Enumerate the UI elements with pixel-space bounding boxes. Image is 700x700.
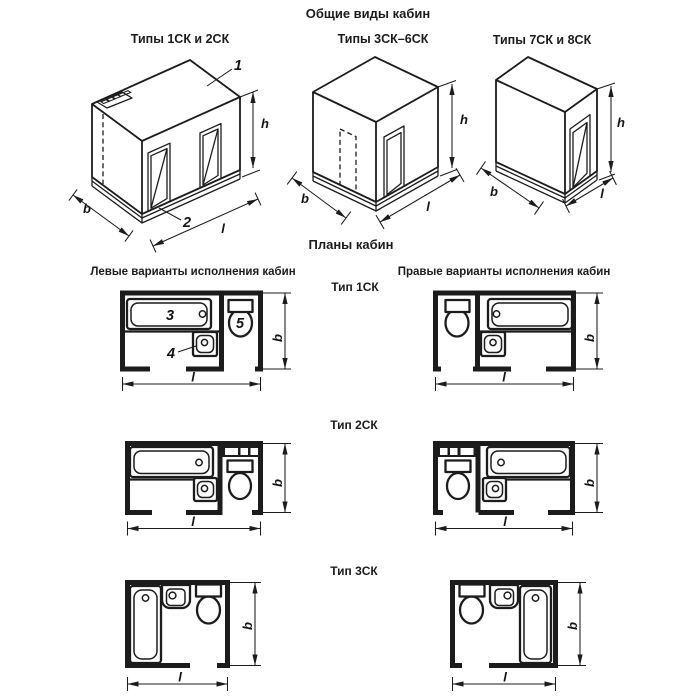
toilet	[228, 461, 253, 500]
dim-b-label: b	[582, 334, 597, 342]
washbasin	[162, 585, 190, 608]
washbasin	[194, 478, 217, 501]
washbasin	[481, 332, 505, 356]
vent-block	[223, 446, 261, 457]
bathtub	[483, 447, 571, 480]
plans-title: Планы кабин	[308, 237, 394, 252]
dim-b-label: b	[240, 622, 255, 630]
toilet	[229, 300, 253, 337]
bathtub	[520, 586, 551, 663]
toilet-bowl	[446, 310, 469, 337]
callout-2-label: 2	[183, 215, 192, 231]
cabin-body	[313, 57, 438, 202]
callout-2-base	[159, 208, 191, 231]
toilet-cistern	[196, 585, 221, 597]
iso-view-types-7sk-8sk	[477, 57, 626, 215]
page-title: Общие виды кабин	[305, 6, 431, 21]
plan-type-1sk-left	[120, 291, 291, 392]
dim-l-label: l	[503, 514, 507, 529]
dim-b-label: b	[270, 334, 285, 342]
washbasin	[166, 332, 217, 362]
toilet-cistern	[446, 300, 470, 312]
bathtub	[130, 586, 161, 663]
dim-l-label: l	[502, 369, 506, 385]
dim-h-label: h	[460, 112, 468, 127]
plan-type-3sk-right	[450, 580, 586, 691]
dimension-b	[575, 444, 603, 513]
iso2-title: Типы 3СК–6СК	[337, 32, 429, 46]
bathtub	[125, 299, 219, 332]
dimension-b	[69, 189, 133, 241]
toilet-bowl	[229, 473, 251, 499]
type-2sk-label: Тип 2СК	[330, 418, 378, 432]
callout-5-label: 5	[235, 316, 245, 332]
dimension-b	[558, 583, 586, 666]
dim-l-label: l	[178, 669, 182, 685]
iso1-title: Типы 1СК и 2СК	[130, 32, 230, 46]
dim-l-label: l	[191, 514, 195, 529]
door-opening-1	[148, 143, 170, 211]
dimension-h	[597, 83, 625, 180]
toilet-cistern	[460, 585, 485, 597]
toilet-cistern	[228, 461, 253, 473]
dim-b-label: b	[490, 184, 498, 199]
dim-l-label: l	[426, 199, 430, 214]
dim-b-label: b	[270, 479, 285, 487]
dimension-b	[230, 583, 261, 666]
dim-b-label: b	[565, 622, 580, 630]
door-opening	[384, 126, 404, 198]
washbasin	[483, 478, 506, 501]
iso3-title: Типы 7СК и 8СК	[492, 33, 592, 47]
callout-4-label: 4	[166, 346, 176, 362]
dim-h-label: h	[261, 116, 269, 131]
bathtub	[480, 299, 572, 332]
dim-l-label: l	[503, 669, 507, 685]
toilet	[196, 585, 221, 624]
dim-b-label: b	[301, 191, 309, 206]
left-column-title: Левые варианты исполнения кабин	[90, 266, 296, 278]
dimension-l	[128, 514, 261, 536]
iso-view-types-1sk-2sk	[69, 58, 269, 252]
iso-view-types-3sk-6sk	[287, 57, 468, 229]
plan-type-2sk-right	[433, 441, 603, 536]
dimension-b	[263, 444, 291, 513]
dimension-l	[453, 670, 556, 692]
dimension-b	[263, 293, 291, 369]
dim-l-label: l	[600, 186, 604, 201]
dimension-l	[150, 193, 261, 253]
dimension-h	[438, 81, 468, 177]
toilet-bowl	[197, 597, 220, 624]
bathtub-drain	[532, 595, 538, 601]
right-column-title: Правые варианты исполнения кабин	[397, 266, 611, 278]
dimension-h	[240, 90, 269, 177]
toilet	[446, 461, 471, 500]
bathtub-drain	[498, 459, 504, 465]
plan-type-3sk-left	[125, 580, 261, 691]
toilet	[460, 585, 485, 624]
toilet-bowl	[460, 597, 483, 624]
hidden-door-dashed	[340, 129, 356, 192]
dimension-l	[436, 370, 574, 392]
bathtub-drain	[199, 311, 205, 317]
type-3sk-label: Тип 3СК	[330, 564, 378, 578]
dimension-b	[576, 293, 603, 369]
toilet-cistern	[446, 461, 471, 473]
bathtub-drain	[142, 595, 148, 601]
dim-b-label: b	[582, 479, 597, 487]
dim-l-label: l	[191, 369, 195, 385]
callout-1-label: 1	[234, 58, 243, 74]
dim-l-label: l	[221, 221, 225, 236]
bathtub	[130, 447, 218, 480]
dimension-l	[128, 670, 228, 692]
dimension-l	[436, 514, 573, 536]
toilet-cistern	[229, 300, 253, 312]
washbasin	[490, 585, 518, 608]
dim-b-label: b	[83, 201, 91, 216]
type-1sk-label: Тип 1СК	[331, 280, 379, 294]
dimension-l	[123, 370, 261, 392]
bathtub-drain	[493, 311, 499, 317]
toilet	[446, 300, 470, 337]
bathtub-drain	[196, 459, 202, 465]
dim-h-label: h	[617, 115, 625, 130]
door-opening-2	[200, 124, 221, 188]
callout-1-cabin	[207, 58, 242, 86]
callout-3-label: 3	[165, 308, 175, 324]
cabin-base-plinth	[92, 170, 240, 223]
toilet-bowl	[447, 473, 469, 499]
plan-type-2sk-left	[125, 441, 291, 536]
vent-block	[438, 446, 476, 457]
plan-type-1sk-right	[433, 291, 603, 392]
